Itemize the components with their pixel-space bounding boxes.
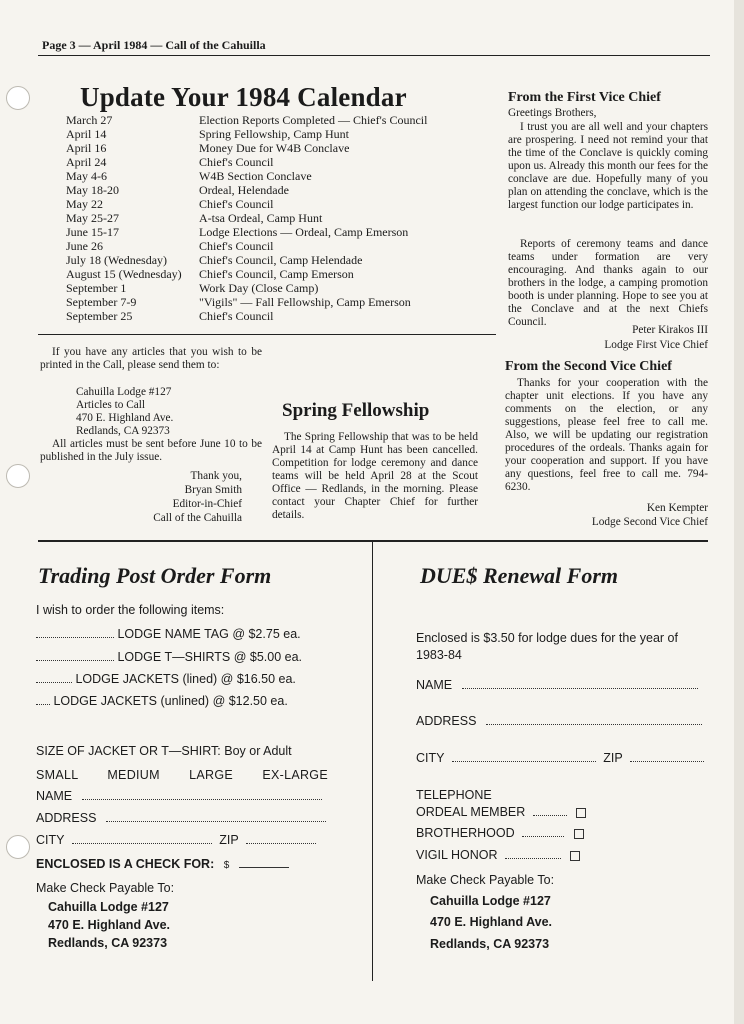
vigil-checkbox[interactable] xyxy=(570,851,580,861)
order-city-row[interactable]: CITY ZIP xyxy=(36,833,316,847)
dues-city-row[interactable]: CITY ZIP xyxy=(416,751,704,765)
articles-address-line: Articles to Call xyxy=(76,399,146,411)
first-vice-greeting: Greetings Brothers, xyxy=(508,107,597,119)
forms-divider xyxy=(38,540,708,542)
articles-editor-name: Bryan Smith xyxy=(184,484,242,496)
forms-column-divider xyxy=(372,541,373,981)
first-vice-signature-title: Lodge First Vice Chief xyxy=(604,339,708,351)
articles-intro: If you have any articles that you wish to be printed in the Call, please send them to: xyxy=(40,346,262,371)
dues-payee-line: Redlands, CA 92373 xyxy=(430,937,550,951)
dues-name-field[interactable] xyxy=(462,678,698,689)
dues-zip-field[interactable] xyxy=(630,751,704,762)
ordeal-checkbox[interactable] xyxy=(576,808,586,818)
order-line-jackets-lined[interactable]: LODGE JACKETS (lined) @ $16.50 ea. xyxy=(36,672,296,686)
second-vice-heading: From the Second Vice Chief xyxy=(505,359,672,374)
articles-address-line: 470 E. Highland Ave. xyxy=(76,412,174,424)
articles-publication: Call of the Cahuilla xyxy=(153,512,242,524)
dues-title: DUE$ Renewal Form xyxy=(420,563,619,588)
dues-vigil-row[interactable]: VIGIL HONOR xyxy=(416,848,580,862)
articles-editor-role: Editor-in-Chief xyxy=(172,498,242,510)
calendar-row: August 15 (Wednesday) Chief's Council, Camp Emerson xyxy=(66,267,354,281)
second-vice-signature-title: Lodge Second Vice Chief xyxy=(591,516,708,528)
zip-field[interactable] xyxy=(246,833,316,844)
calendar-row: May 4-6 W4B Section Conclave xyxy=(66,169,312,183)
dues-telephone-row[interactable]: TELEPHONE xyxy=(416,788,492,802)
articles-address-line: Redlands, CA 92373 xyxy=(76,425,170,437)
punch-hole xyxy=(6,464,30,488)
dues-brotherhood-row[interactable]: BROTHERHOOD xyxy=(416,826,584,840)
articles-deadline: All articles must be sent before June 10 to be published in the July issue. xyxy=(40,438,262,463)
order-line-tshirts[interactable]: LODGE T—SHIRTS @ $5.00 ea. xyxy=(36,650,302,664)
quantity-field[interactable] xyxy=(36,672,72,683)
order-check-row[interactable]: ENCLOSED IS A CHECK FOR: $ xyxy=(36,857,289,871)
first-vice-heading: From the First Vice Chief xyxy=(508,90,661,105)
address-field[interactable] xyxy=(106,811,326,822)
calendar-row: March 27 Election Reports Completed — Chief's Council xyxy=(66,113,428,127)
dues-address-field[interactable] xyxy=(486,714,702,725)
calendar-row: September 7-9 "Vigils" — Fall Fellowship, Camp Emerson xyxy=(66,295,411,309)
order-payee-line: Cahuilla Lodge #127 xyxy=(48,900,169,914)
calendar-row: September 1 Work Day (Close Camp) xyxy=(66,281,319,295)
dues-payee-line: 470 E. Highland Ave. xyxy=(430,915,553,929)
calendar-row: May 18-20 Ordeal, Helendade xyxy=(66,183,289,197)
articles-address-line: Cahuilla Lodge #127 xyxy=(76,386,172,398)
punch-hole xyxy=(6,86,30,110)
page-header: Page 3 — April 1984 — Call of the Cahuilla xyxy=(42,38,266,52)
check-amount-field[interactable] xyxy=(239,857,289,868)
header-rule xyxy=(38,55,710,56)
trading-post-intro: I wish to order the following items: xyxy=(36,603,225,617)
calendar-row: April 24 Chief's Council xyxy=(66,155,274,169)
order-payee-line: Redlands, CA 92373 xyxy=(48,936,168,950)
fellowship-paragraph: The Spring Fellowship that was to be held April 14 at Camp Hunt has been cancelled. Competition for lodge ceremony and dance teams will be held April 28 at the Scout Office — Redlands, in the morning. Please contact your Chapter Chief for further details. xyxy=(272,431,478,521)
dues-ordeal-row[interactable]: ORDEAL MEMBER xyxy=(416,805,586,819)
calendar-row: May 22 Chief's Council xyxy=(66,197,274,211)
name-field[interactable] xyxy=(82,789,322,800)
order-line-jackets-unlined[interactable]: LODGE JACKETS (unlined) @ $12.50 ea. xyxy=(36,694,288,708)
calendar-row: May 25-27 A-tsa Ordeal, Camp Hunt xyxy=(66,211,323,225)
order-payee-line: 470 E. Highland Ave. xyxy=(48,918,171,932)
order-address-row[interactable]: ADDRESS xyxy=(36,811,326,825)
punch-hole xyxy=(6,835,30,859)
quantity-field[interactable] xyxy=(36,694,50,705)
brotherhood-checkbox[interactable] xyxy=(574,829,584,839)
calendar-title: Update Your 1984 Calendar xyxy=(80,82,407,112)
dues-payable-to: Make Check Payable To: xyxy=(416,873,555,887)
fellowship-heading: Spring Fellowship xyxy=(282,400,430,421)
first-vice-paragraph: Reports of ceremony teams and dance teams under formation are very encouraging. And thanks again to our brothers in the lodge, a camping promotion booth is under planning. Hope to see you at the Conclave and at the next Chiefs Council. xyxy=(508,238,708,328)
articles-thanks: Thank you, xyxy=(190,470,242,482)
dues-name-row[interactable]: NAME xyxy=(416,678,698,692)
calendar-row: June 15-17 Lodge Elections — Ordeal, Camp Emerson xyxy=(66,225,409,239)
dues-intro: Enclosed is $3.50 for lodge dues for the year of 1983-84 xyxy=(416,631,678,662)
calendar-row: September 25 Chief's Council xyxy=(66,309,274,323)
order-name-row[interactable]: NAME xyxy=(36,789,322,803)
calendar-row: July 18 (Wednesday) Chief's Council, Camp Helendade xyxy=(66,253,363,267)
first-vice-paragraph: I trust you are all well and your chapters are prospering. I need not remind your that the time of the Conclave is quickly coming upon us. Already this month our fees for the conclave are due. Hopefully many of you plan on attending the conclave, which is the largest function our lodge participates in. xyxy=(508,121,708,211)
second-vice-signature-name: Ken Kempter xyxy=(646,502,708,514)
quantity-field[interactable] xyxy=(36,650,114,661)
trading-post-title: Trading Post Order Form xyxy=(38,563,272,588)
size-line: SIZE OF JACKET OR T—SHIRT: Boy or Adult xyxy=(36,744,292,758)
first-vice-signature-name: Peter Kirakos III xyxy=(632,324,708,336)
dues-address-row[interactable]: ADDRESS xyxy=(416,714,702,728)
calendar-row: April 14 Spring Fellowship, Camp Hunt xyxy=(66,127,350,141)
order-line-name-tag[interactable]: LODGE NAME TAG @ $2.75 ea. xyxy=(36,627,301,641)
size-options: SMALL MEDIUM LARGE EX-LARGE xyxy=(36,768,328,782)
calendar-row: June 26 Chief's Council xyxy=(66,239,274,253)
quantity-field[interactable] xyxy=(36,627,114,638)
second-vice-paragraph: Thanks for your cooperation with the chapter unit elections. If you have any comments on the election, or any suggestions, please feel free to call me. Also, we will be updating our registration procedures of the ordeals. Thanks again for your cooperation and support. If you have any questions, feel free to call me. 794-6230. xyxy=(505,377,708,493)
calendar-row: April 16 Money Due for W4B Conclave xyxy=(66,141,350,155)
calendar-divider xyxy=(38,334,496,335)
order-payable-to: Make Check Payable To: xyxy=(36,881,175,895)
dues-city-field[interactable] xyxy=(452,751,596,762)
page-edge xyxy=(734,0,744,1024)
dues-payee-line: Cahuilla Lodge #127 xyxy=(430,894,551,908)
city-field[interactable] xyxy=(72,833,212,844)
